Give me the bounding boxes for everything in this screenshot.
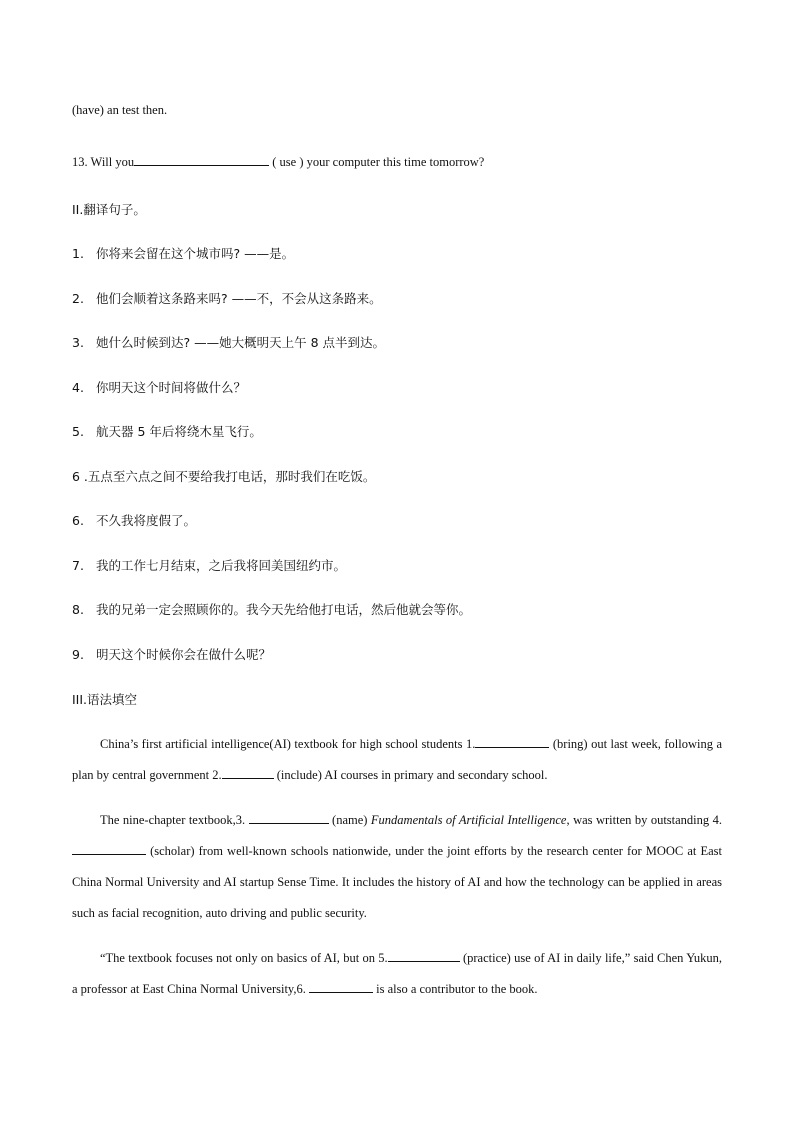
item-text: 你将来会留在这个城市吗? ——是。: [96, 246, 295, 261]
item-number: 9.: [72, 647, 84, 662]
item-text: 我的兄弟一定会照顾你的。我今天先给他打电话，然后他就会等你。: [96, 602, 472, 617]
para-text: (practice) use of AI in daily life,” said Chen Yukun, a professor at East China Normal University,6.: [72, 951, 723, 996]
translation-item: [72, 291, 382, 307]
answer-blank[interactable]: [309, 980, 373, 993]
item-number: 4.: [72, 380, 84, 395]
section-2-title: II.翻译句子。: [72, 202, 146, 217]
para-text: (include) AI courses in primary and secondary school.: [273, 768, 548, 782]
cloze-paragraph-1: [72, 729, 722, 791]
translation-item: [72, 380, 246, 396]
para-text: China’s first artificial intelligence(AI) textbook for high school students 1.: [100, 737, 476, 751]
item-number: 6 .: [72, 469, 88, 484]
para-text: “The textbook focuses not only on basics of AI, but on 5.: [100, 951, 388, 965]
item-text: 他们会顺着这条路来吗? ——不，不会从这条路来。: [96, 291, 382, 306]
exercise-line-continuation: (have) an test then.: [72, 103, 168, 117]
para-text: (scholar) from well-known schools nationwide, under the joint efforts by the research center for MOOC at East China Normal University and AI startup Sense Time. It includes the history of AI and how the technology can be applied in areas such as facial recognition, auto driving and public security.: [72, 844, 722, 920]
translation-item: [72, 246, 294, 262]
item-text: 不久我将度假了。: [96, 513, 197, 528]
para-text: The nine-chapter textbook,3.: [100, 813, 249, 827]
item-number: 2.: [72, 291, 84, 306]
book-title: Fundamentals of Artificial Intelligence: [370, 813, 567, 827]
translation-item: [72, 647, 271, 663]
cloze-paragraph-2: [72, 805, 722, 929]
para-text: (bring) out last week, following a plan by central government 2.: [72, 737, 722, 782]
answer-blank[interactable]: [134, 153, 269, 166]
answer-blank[interactable]: [249, 811, 329, 824]
item-number: 6.: [72, 513, 84, 528]
item-13-suffix: ( use ) your computer this time tomorrow?: [269, 155, 485, 169]
item-text: 她什么时候到达? ——她大概明天上午 8 点半到达。: [96, 335, 386, 350]
item-number: 8.: [72, 602, 84, 617]
answer-blank[interactable]: [388, 949, 460, 962]
translation-item: [72, 513, 196, 529]
item-text: 明天这个时候你会在做什么呢？: [96, 647, 272, 662]
item-number: 1.: [72, 246, 84, 261]
para-text: , was written by outstanding 4.: [566, 813, 722, 827]
exercise-item-13: [72, 153, 484, 170]
item-13-prefix: 13. Will you: [72, 155, 135, 169]
translation-item: [72, 602, 471, 618]
item-text: 五点至六点之间不要给我打电话，那时我们在吃饭。: [87, 469, 376, 484]
item-number: 3.: [72, 335, 84, 350]
translation-item: [72, 335, 385, 351]
translation-item: [72, 424, 262, 440]
item-text: 我的工作七月结束，之后我将回美国纽约市。: [96, 558, 347, 573]
section-3-title: III.语法填空: [72, 692, 138, 707]
answer-blank[interactable]: [72, 842, 146, 855]
item-number: 7.: [72, 558, 84, 573]
translation-item: [72, 469, 375, 485]
item-number: 5.: [72, 424, 84, 439]
item-text: 你明天这个时间将做什么？: [96, 380, 247, 395]
answer-blank[interactable]: [475, 735, 549, 748]
answer-blank[interactable]: [222, 766, 274, 779]
item-text: 航天器 5 年后将绕木星飞行。: [96, 424, 262, 439]
para-text: (name): [328, 813, 371, 827]
cloze-paragraph-3: [72, 943, 722, 1005]
para-text: is also a contributor to the book.: [372, 982, 538, 996]
translation-item: [72, 558, 346, 574]
